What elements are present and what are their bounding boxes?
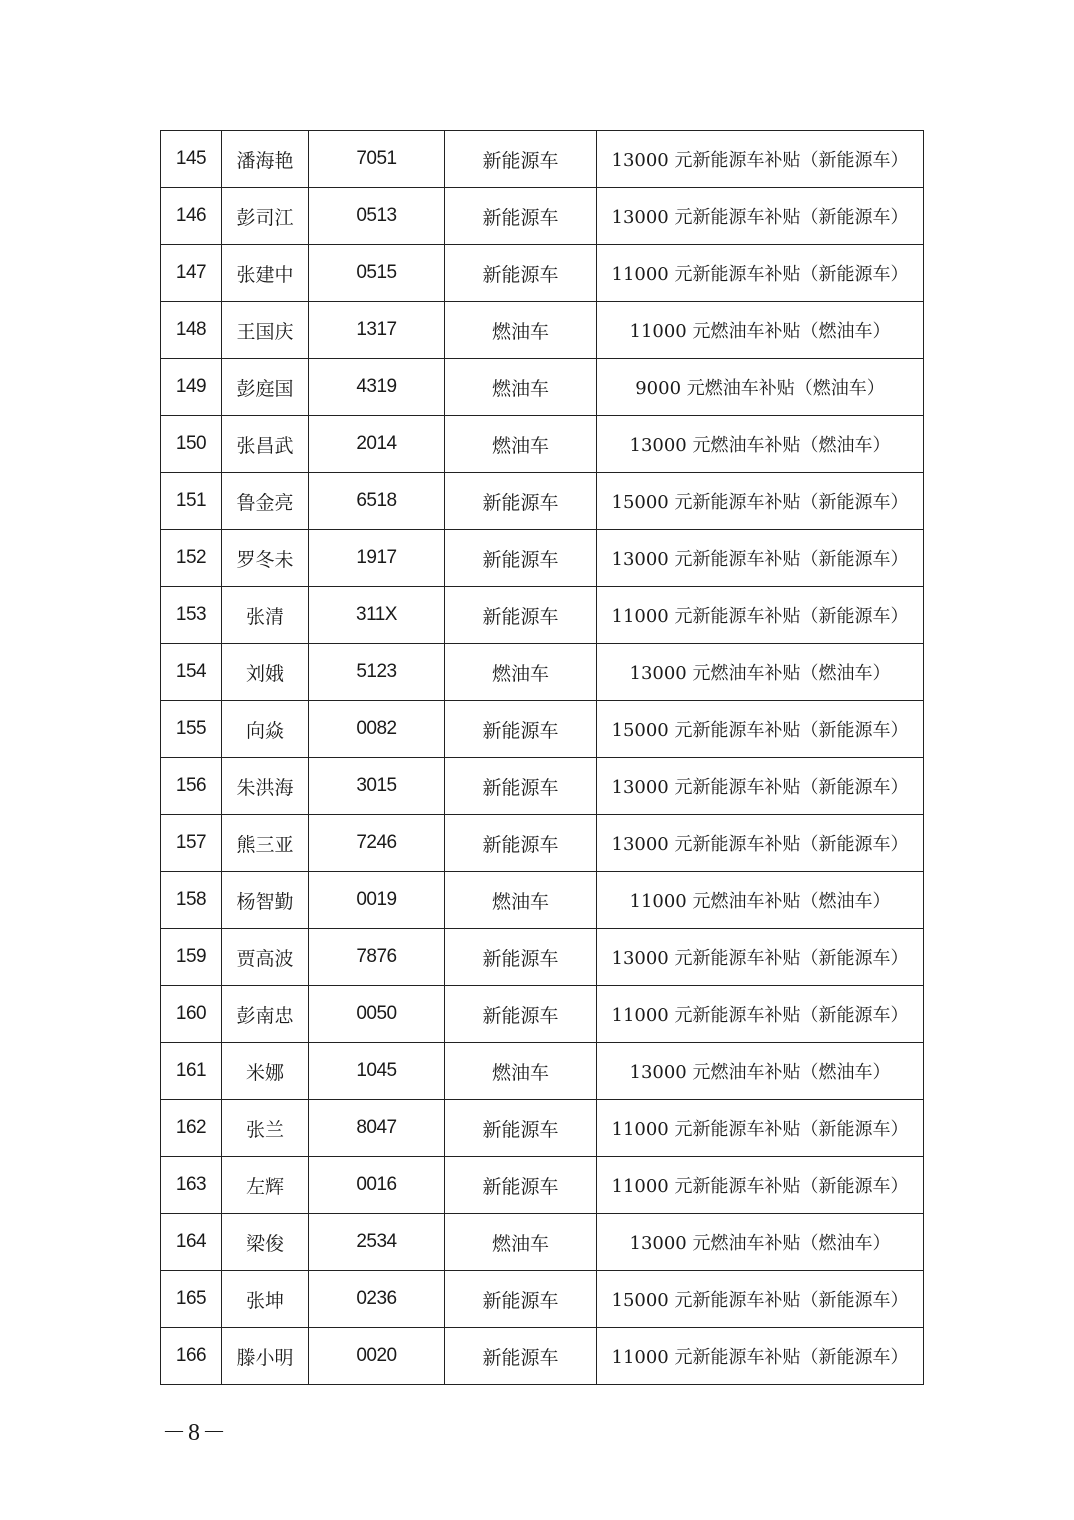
cell-id-tail: 0236 [309, 1271, 445, 1328]
table-row [161, 1157, 924, 1214]
cell-vehicle-type: 燃油车 [445, 872, 597, 929]
cell-name: 潘海艳 [222, 131, 309, 188]
cell-subsidy: 11000 元新能源车补贴（新能源车） [597, 986, 924, 1043]
cell-row-number: 146 [161, 188, 222, 245]
cell-row-number: 166 [161, 1328, 222, 1385]
cell-row-number: 165 [161, 1271, 222, 1328]
cell-row-number: 145 [161, 131, 222, 188]
cell-vehicle-type: 新能源车 [445, 701, 597, 758]
cell-vehicle-type: 新能源车 [445, 530, 597, 587]
cell-row-number: 156 [161, 758, 222, 815]
table-row [161, 359, 924, 416]
table-row [161, 929, 924, 986]
cell-subsidy: 11000 元新能源车补贴（新能源车） [597, 1328, 924, 1385]
cell-vehicle-type: 新能源车 [445, 473, 597, 530]
cell-vehicle-type: 新能源车 [445, 758, 597, 815]
cell-row-number: 155 [161, 701, 222, 758]
cell-vehicle-type: 新能源车 [445, 815, 597, 872]
table-row [161, 188, 924, 245]
cell-name: 鲁金亮 [222, 473, 309, 530]
cell-subsidy: 13000 元新能源车补贴（新能源车） [597, 758, 924, 815]
cell-name: 彭司江 [222, 188, 309, 245]
table-row [161, 872, 924, 929]
table-row [161, 302, 924, 359]
cell-name: 朱洪海 [222, 758, 309, 815]
cell-id-tail: 0050 [309, 986, 445, 1043]
cell-name: 刘娥 [222, 644, 309, 701]
cell-id-tail: 7051 [309, 131, 445, 188]
cell-subsidy: 13000 元新能源车补贴（新能源车） [597, 929, 924, 986]
cell-id-tail: 6518 [309, 473, 445, 530]
table-row [161, 701, 924, 758]
cell-subsidy: 13000 元燃油车补贴（燃油车） [597, 644, 924, 701]
cell-name: 彭南忠 [222, 986, 309, 1043]
cell-vehicle-type: 新能源车 [445, 1100, 597, 1157]
cell-name: 张昌武 [222, 416, 309, 473]
table-row [161, 1328, 924, 1385]
cell-vehicle-type: 新能源车 [445, 1157, 597, 1214]
table-row [161, 473, 924, 530]
table-row [161, 644, 924, 701]
cell-subsidy: 15000 元新能源车补贴（新能源车） [597, 701, 924, 758]
cell-row-number: 149 [161, 359, 222, 416]
cell-row-number: 147 [161, 245, 222, 302]
table-row [161, 758, 924, 815]
table-row [161, 1100, 924, 1157]
cell-id-tail: 0016 [309, 1157, 445, 1214]
cell-row-number: 153 [161, 587, 222, 644]
cell-subsidy: 15000 元新能源车补贴（新能源车） [597, 473, 924, 530]
cell-subsidy: 11000 元新能源车补贴（新能源车） [597, 1157, 924, 1214]
cell-row-number: 162 [161, 1100, 222, 1157]
cell-name: 梁俊 [222, 1214, 309, 1271]
cell-vehicle-type: 新能源车 [445, 986, 597, 1043]
cell-row-number: 160 [161, 986, 222, 1043]
table-row [161, 1214, 924, 1271]
cell-name: 王国庆 [222, 302, 309, 359]
cell-subsidy: 9000 元燃油车补贴（燃油车） [597, 359, 924, 416]
table-body [161, 131, 924, 1385]
cell-vehicle-type: 燃油车 [445, 359, 597, 416]
cell-subsidy: 11000 元新能源车补贴（新能源车） [597, 587, 924, 644]
page-number: －8－ [162, 1420, 228, 1446]
cell-subsidy: 11000 元新能源车补贴（新能源车） [597, 245, 924, 302]
cell-subsidy: 13000 元新能源车补贴（新能源车） [597, 815, 924, 872]
cell-subsidy: 13000 元新能源车补贴（新能源车） [597, 131, 924, 188]
cell-row-number: 164 [161, 1214, 222, 1271]
cell-subsidy: 13000 元燃油车补贴（燃油车） [597, 1043, 924, 1100]
cell-row-number: 158 [161, 872, 222, 929]
cell-subsidy: 11000 元新能源车补贴（新能源车） [597, 1100, 924, 1157]
cell-subsidy: 11000 元燃油车补贴（燃油车） [597, 872, 924, 929]
cell-subsidy: 13000 元新能源车补贴（新能源车） [597, 188, 924, 245]
cell-id-tail: 1317 [309, 302, 445, 359]
table-row [161, 587, 924, 644]
cell-row-number: 161 [161, 1043, 222, 1100]
cell-id-tail: 0082 [309, 701, 445, 758]
cell-name: 罗冬未 [222, 530, 309, 587]
cell-id-tail: 4319 [309, 359, 445, 416]
cell-id-tail: 0019 [309, 872, 445, 929]
cell-row-number: 154 [161, 644, 222, 701]
cell-subsidy: 13000 元燃油车补贴（燃油车） [597, 416, 924, 473]
cell-id-tail: 2534 [309, 1214, 445, 1271]
table-row [161, 245, 924, 302]
table-row [161, 986, 924, 1043]
cell-name: 熊三亚 [222, 815, 309, 872]
cell-vehicle-type: 新能源车 [445, 1271, 597, 1328]
cell-vehicle-type: 燃油车 [445, 1043, 597, 1100]
table-row [161, 815, 924, 872]
cell-name: 杨智勤 [222, 872, 309, 929]
table-row [161, 530, 924, 587]
cell-id-tail: 5123 [309, 644, 445, 701]
cell-name: 张建中 [222, 245, 309, 302]
cell-row-number: 157 [161, 815, 222, 872]
table-row [161, 1271, 924, 1328]
cell-row-number: 151 [161, 473, 222, 530]
cell-id-tail: 311X [309, 587, 445, 644]
cell-row-number: 159 [161, 929, 222, 986]
cell-id-tail: 7246 [309, 815, 445, 872]
cell-id-tail: 8047 [309, 1100, 445, 1157]
cell-id-tail: 2014 [309, 416, 445, 473]
cell-vehicle-type: 燃油车 [445, 644, 597, 701]
cell-vehicle-type: 新能源车 [445, 1328, 597, 1385]
cell-name: 贾高波 [222, 929, 309, 986]
cell-name: 彭庭国 [222, 359, 309, 416]
cell-vehicle-type: 新能源车 [445, 587, 597, 644]
cell-name: 张兰 [222, 1100, 309, 1157]
cell-vehicle-type: 新能源车 [445, 131, 597, 188]
cell-name: 米娜 [222, 1043, 309, 1100]
cell-vehicle-type: 燃油车 [445, 302, 597, 359]
table-row [161, 1043, 924, 1100]
cell-subsidy: 11000 元燃油车补贴（燃油车） [597, 302, 924, 359]
cell-vehicle-type: 新能源车 [445, 245, 597, 302]
cell-vehicle-type: 新能源车 [445, 188, 597, 245]
cell-id-tail: 0515 [309, 245, 445, 302]
cell-name: 左辉 [222, 1157, 309, 1214]
cell-name: 滕小明 [222, 1328, 309, 1385]
cell-row-number: 148 [161, 302, 222, 359]
cell-row-number: 152 [161, 530, 222, 587]
cell-id-tail: 1917 [309, 530, 445, 587]
cell-name: 向焱 [222, 701, 309, 758]
subsidy-table [160, 130, 924, 1385]
cell-id-tail: 0513 [309, 188, 445, 245]
cell-id-tail: 1045 [309, 1043, 445, 1100]
cell-id-tail: 7876 [309, 929, 445, 986]
cell-subsidy: 15000 元新能源车补贴（新能源车） [597, 1271, 924, 1328]
cell-row-number: 163 [161, 1157, 222, 1214]
cell-vehicle-type: 新能源车 [445, 929, 597, 986]
cell-subsidy: 13000 元燃油车补贴（燃油车） [597, 1214, 924, 1271]
table-row [161, 131, 924, 188]
cell-subsidy: 13000 元新能源车补贴（新能源车） [597, 530, 924, 587]
cell-vehicle-type: 燃油车 [445, 1214, 597, 1271]
cell-name: 张清 [222, 587, 309, 644]
table-row [161, 416, 924, 473]
cell-vehicle-type: 燃油车 [445, 416, 597, 473]
cell-id-tail: 0020 [309, 1328, 445, 1385]
cell-name: 张坤 [222, 1271, 309, 1328]
cell-row-number: 150 [161, 416, 222, 473]
cell-id-tail: 3015 [309, 758, 445, 815]
